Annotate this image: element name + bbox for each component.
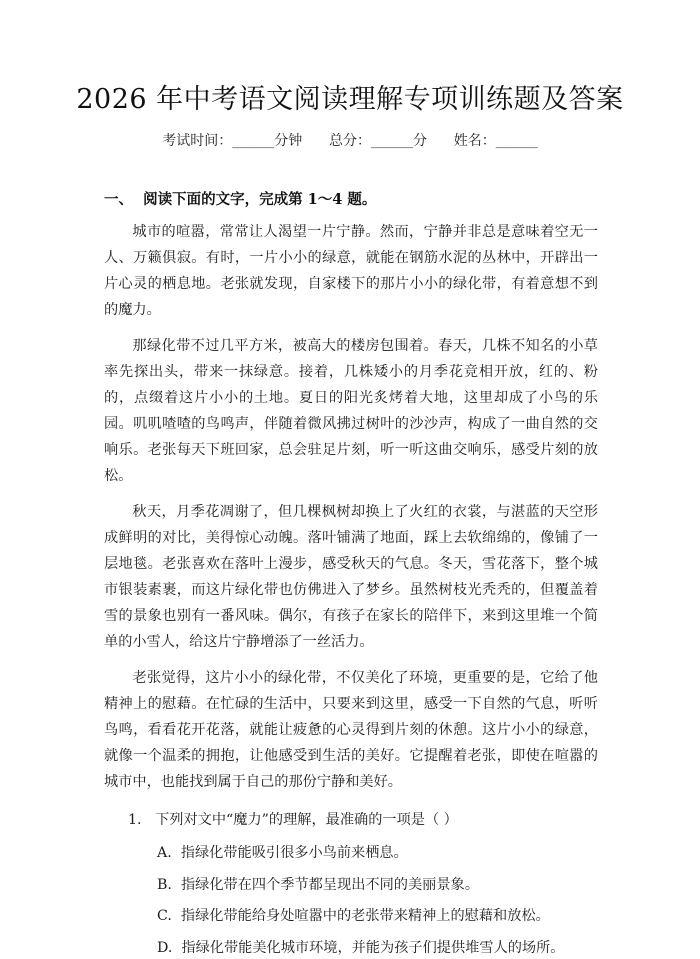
exam-meta-line: 考试时间：______分钟 总分：______分 姓名：______ — [162, 133, 538, 149]
paragraph-3: 秋天，月季花凋谢了，但几棵枫树却换上了火红的衣裳，与湛蓝的天空形成鲜明的对比，美得惊心动魄。落叶铺满了地面，踩上去软绵绵的，像铺了一层地毯。老张喜欢在落叶上漫步，感受秋天的气息。冬天，雪花落下，整个城市银装素裹，而这片绿化带也仿佛进入了梦乡。虽然树枝光秃秃的，但覆盖着雪的景象也别有一番风味。偶尔，有孩子在家长的陪伴下，来到这里堆一个简单的小雪人，给这片宁静增添了一丝活力。 — [104, 504, 598, 650]
option-d: D. 指绿化带能美化城市环境，并能为孩子们提供堆雪人的场所。 — [157, 939, 565, 956]
section-heading: 一、 阅读下面的文字，完成第 1～4 题。 — [104, 191, 377, 208]
question-1: 1. 下列对文中“魔力”的理解，最准确的一项是（ ） — [128, 812, 458, 828]
option-c: C. 指绿化带能给身处喧嚣中的老张带来精神上的慰藉和放松。 — [157, 908, 550, 924]
option-a: A. 指绿化带能吸引很多小鸟前来栖息。 — [157, 845, 408, 861]
paragraph-1: 城市的喧嚣，常常让人渴望一片宁静。然而，宁静并非总是意味着空无一人、万籁俱寂。有时，一片小小的绿意，就能在钢筋水泥的丛林中，开辟出一片心灵的栖息地。老张就发现，自家楼下的那片小小的绿化带，有着意想不到的魔力。 — [104, 224, 598, 318]
paragraph-2: 那绿化带不过几平方米，被高大的楼房包围着。春天，几株不知名的小草率先探出头，带来一抹绿意。接着，几株矮小的月季花竞相开放，红的、粉的，点缀着这片小小的土地。夏日的阳光炙烤着大地，这里却成了小鸟的乐园。叽叽喳喳的鸟鸣声，伴随着微风拂过树叶的沙沙声，构成了一曲自然的交响乐。老张每天下班回家，总会驻足片刻，听一听这曲交响乐，感受片刻的放松。 — [104, 338, 598, 484]
paragraph-4: 老张觉得，这片小小的绿化带，不仅美化了环境，更重要的是，它给了他精神上的慰藉。在忙碌的生活中，只要来到这里，感受一下自然的气息，听听鸟鸣，看看花开花落，就能让疲惫的心灵得到片刻的休憩。这片小小的绿意，就像一个温柔的拥抱，让他感受到生活的美好。它提醒着老张，即使在喧嚣的城市中，也能找到属于自己的那份宁静和美好。 — [104, 670, 598, 790]
page-title: 2026 年中考语文阅读理解专项训练题及答案 — [76, 84, 624, 115]
option-b: B. 指绿化带在四个季节都呈现出不同的美丽景象。 — [157, 876, 479, 893]
